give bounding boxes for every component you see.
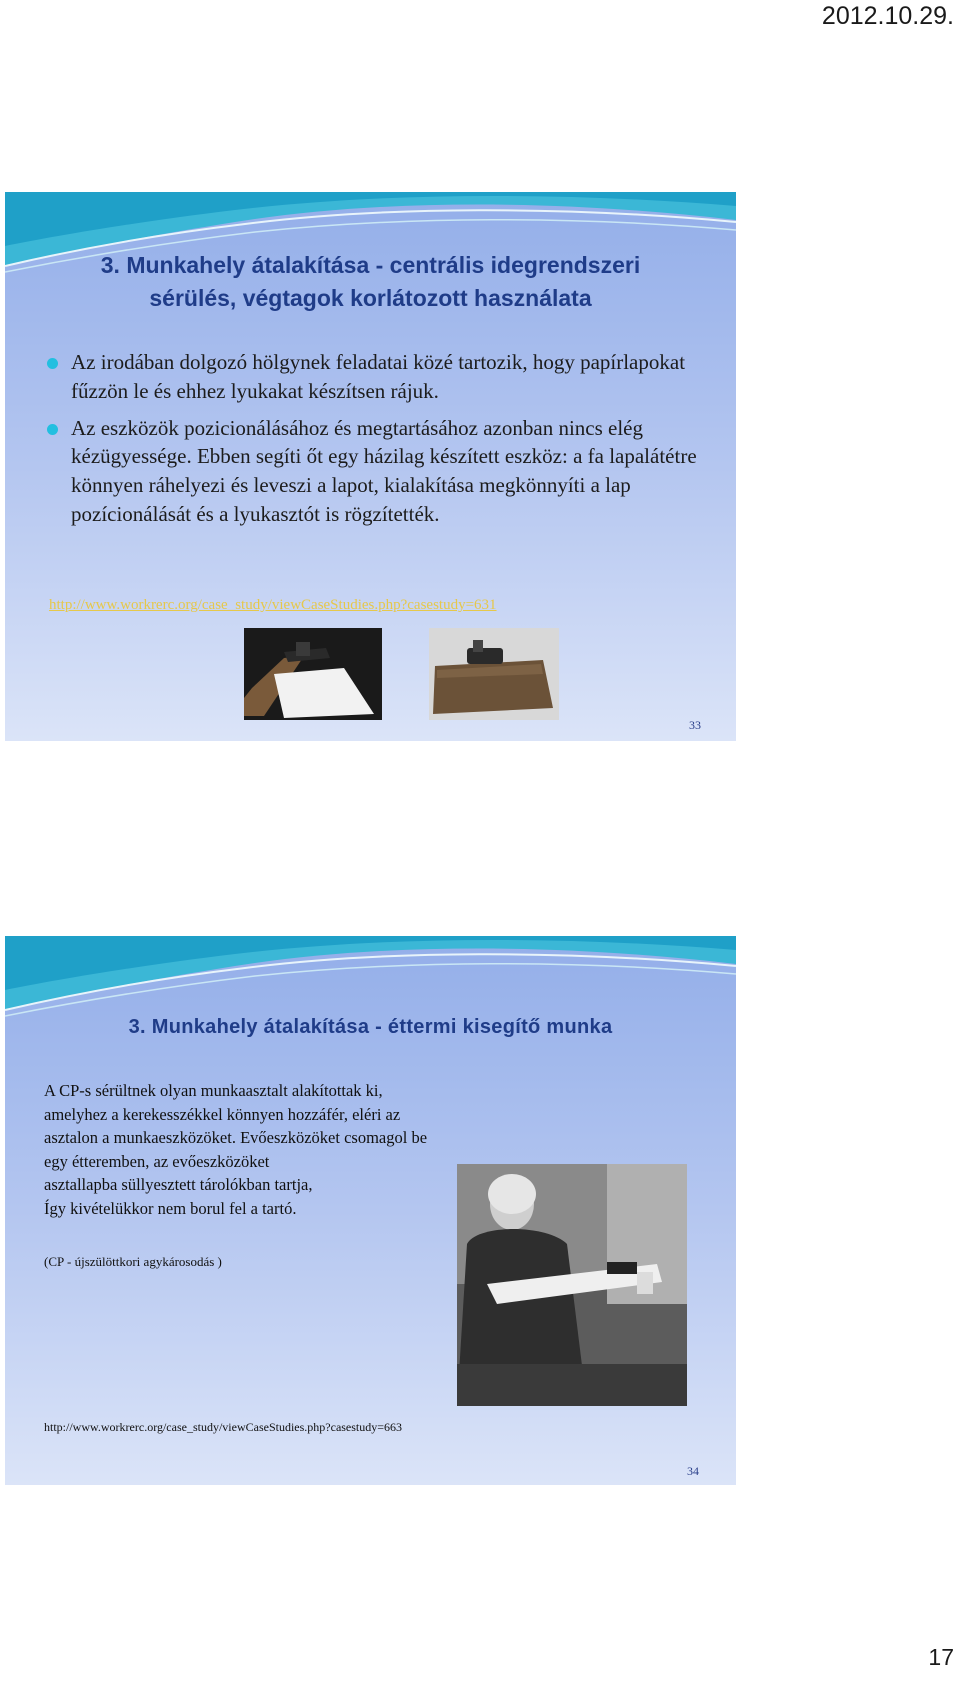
body-line: amelyhez a kerekesszékkel könnyen hozzáfér, eléri az (44, 1104, 401, 1124)
slide-33 (5, 192, 736, 741)
slide-title-line2: sérülés, végtagok korlátozott használata (149, 285, 592, 311)
page-date: 2012.10.29. (821, 2, 954, 30)
page-number: 17 (928, 1644, 954, 1670)
body-line: Így kivételükkor nem borul fel a tartó. (44, 1198, 297, 1218)
bullet-text: Az eszközök pozicionálásához és megtartásához azonban nincs elég kézügyessége. Ebben segíti őt egy házilag készített eszköz: a fa lapalátétre könnyen ráhelyezi és leveszi a lapot, kialakítása megkönnyíti a lap pozícionálását és a lyukasztót is rögzítették. (71, 415, 697, 526)
case-study-link[interactable]: http://www.workrerc.org/case_study/viewCaseStudies.php?casestudy=663 (44, 1420, 403, 1434)
case-study-link[interactable]: http://www.workrerc.org/case_study/viewCaseStudies.php?casestudy=631 (49, 597, 497, 613)
cp-note: (CP - újszülöttkori agykárosodás ) (44, 1254, 222, 1269)
worker-photo (457, 1164, 687, 1406)
clipboard-photo (244, 628, 382, 720)
slide-body-text (44, 1079, 524, 1220)
bullet-text: Az irodában dolgozó hölgynek feladatai közé tartozik, hogy papírlapokat fűzzön le és ehhez lyukakat készítsen rájuk. (71, 350, 686, 403)
slide-34 (5, 936, 736, 1485)
bullet-item (45, 348, 715, 406)
bullet-dot-icon (47, 358, 58, 369)
slide-title-line1: 3. Munkahely átalakítása - centrális idegrendszeri (100, 252, 641, 278)
bullet-item (45, 414, 715, 529)
slide-title (5, 249, 736, 315)
body-line: egy étteremben, az evőeszközöket (44, 1151, 270, 1171)
body-line: A CP-s sérültnek olyan munkaasztalt alakítottak ki, (44, 1081, 383, 1100)
slide-number: 34 (687, 1464, 699, 1478)
slide-number: 33 (689, 718, 701, 732)
wooden-board-photo (429, 628, 559, 720)
slide-title: 3. Munkahely átalakítása - éttermi kisegítő munka (128, 1016, 613, 1038)
bullet-list (45, 348, 715, 537)
body-line: asztalon a munkaeszközöket. Evőeszközöket csomagol be (44, 1128, 428, 1147)
header-swoosh (5, 936, 736, 1026)
body-line: asztallapba süllyesztett tárolókban tartja, (44, 1175, 313, 1194)
bullet-dot-icon (47, 424, 58, 435)
